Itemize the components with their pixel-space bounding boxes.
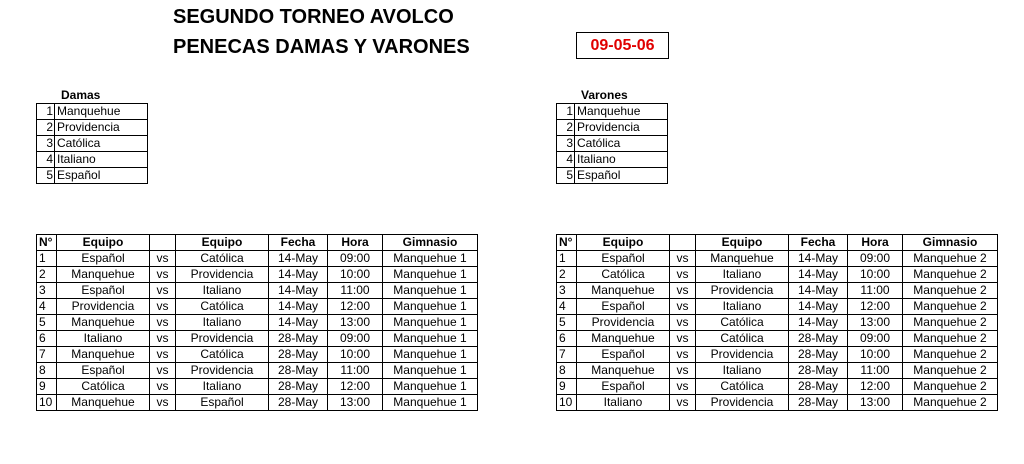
home-team: Español <box>577 379 670 395</box>
col-equipo-2: Equipo <box>176 235 269 251</box>
team-number: 3 <box>557 136 575 152</box>
match-time: 12:00 <box>848 379 903 395</box>
match-time: 10:00 <box>328 347 383 363</box>
team-row <box>37 152 148 168</box>
match-gym: Manquehue 1 <box>383 347 478 363</box>
vs-label: vs <box>150 283 176 299</box>
team-number: 5 <box>557 168 575 184</box>
match-number: 9 <box>557 379 577 395</box>
away-team: Católica <box>696 315 789 331</box>
match-date: 14-May <box>789 315 848 331</box>
home-team: Manquehue <box>57 315 150 331</box>
match-gym: Manquehue 2 <box>903 299 998 315</box>
match-date: 14-May <box>789 267 848 283</box>
match-date: 28-May <box>269 395 328 411</box>
away-team: Italiano <box>176 315 269 331</box>
match-gym: Manquehue 1 <box>383 363 478 379</box>
away-team: Católica <box>696 331 789 347</box>
vs-label: vs <box>150 299 176 315</box>
away-team: Italiano <box>696 299 789 315</box>
home-team: Español <box>57 363 150 379</box>
match-row <box>37 283 478 299</box>
match-row <box>37 363 478 379</box>
col-equipo-1: Equipo <box>57 235 150 251</box>
home-team: Católica <box>577 267 670 283</box>
match-number: 1 <box>557 251 577 267</box>
team-row <box>557 136 668 152</box>
match-date: 28-May <box>789 395 848 411</box>
team-row <box>557 152 668 168</box>
match-number: 4 <box>557 299 577 315</box>
home-team: Providencia <box>57 299 150 315</box>
home-team: Español <box>57 251 150 267</box>
match-date: 14-May <box>789 299 848 315</box>
col-hora: Hora <box>328 235 383 251</box>
match-gym: Manquehue 1 <box>383 395 478 411</box>
team-name: Italiano <box>575 152 668 168</box>
team-number: 4 <box>37 152 55 168</box>
home-team: Italiano <box>57 331 150 347</box>
vs-label: vs <box>670 267 696 283</box>
vs-label: vs <box>150 315 176 331</box>
match-date: 14-May <box>269 283 328 299</box>
header-row <box>557 235 998 251</box>
col-equipo-1: Equipo <box>577 235 670 251</box>
date-box: 09-05-06 <box>576 32 669 59</box>
match-number: 3 <box>557 283 577 299</box>
col-num: N° <box>557 235 577 251</box>
vs-label: vs <box>150 363 176 379</box>
vs-label: vs <box>670 347 696 363</box>
away-team: Providencia <box>696 283 789 299</box>
vs-label: vs <box>670 251 696 267</box>
match-gym: Manquehue 1 <box>383 283 478 299</box>
match-time: 12:00 <box>328 299 383 315</box>
match-time: 12:00 <box>328 379 383 395</box>
col-num: N° <box>37 235 57 251</box>
team-row <box>37 168 148 184</box>
col-hora: Hora <box>848 235 903 251</box>
away-team: Manquehue <box>696 251 789 267</box>
match-gym: Manquehue 2 <box>903 283 998 299</box>
away-team: Español <box>176 395 269 411</box>
away-team: Providencia <box>696 395 789 411</box>
match-time: 09:00 <box>848 331 903 347</box>
match-number: 8 <box>37 363 57 379</box>
match-row <box>37 347 478 363</box>
team-name: Providencia <box>575 120 668 136</box>
vs-label: vs <box>150 331 176 347</box>
home-team: Manquehue <box>57 267 150 283</box>
match-row <box>557 363 998 379</box>
team-row <box>37 104 148 120</box>
match-number: 7 <box>557 347 577 363</box>
home-team: Manquehue <box>57 395 150 411</box>
vs-label: vs <box>670 395 696 411</box>
vs-label: vs <box>670 379 696 395</box>
team-number: 2 <box>557 120 575 136</box>
match-time: 09:00 <box>328 251 383 267</box>
match-number: 2 <box>557 267 577 283</box>
home-team: Providencia <box>577 315 670 331</box>
match-time: 12:00 <box>848 299 903 315</box>
away-team: Italiano <box>176 283 269 299</box>
col-vs <box>670 235 696 251</box>
vs-label: vs <box>150 251 176 267</box>
away-team: Providencia <box>176 267 269 283</box>
home-team: Católica <box>57 379 150 395</box>
match-row <box>557 331 998 347</box>
match-date: 28-May <box>269 379 328 395</box>
match-row <box>37 315 478 331</box>
match-gym: Manquehue 1 <box>383 251 478 267</box>
home-team: Español <box>57 283 150 299</box>
team-name: Católica <box>575 136 668 152</box>
match-gym: Manquehue 2 <box>903 267 998 283</box>
match-number: 6 <box>557 331 577 347</box>
match-gym: Manquehue 1 <box>383 315 478 331</box>
match-row <box>557 347 998 363</box>
team-name: Español <box>55 168 148 184</box>
match-number: 1 <box>37 251 57 267</box>
match-number: 10 <box>557 395 577 411</box>
match-row <box>557 267 998 283</box>
team-number: 1 <box>557 104 575 120</box>
team-name: Italiano <box>55 152 148 168</box>
vs-label: vs <box>670 283 696 299</box>
vs-label: vs <box>150 347 176 363</box>
damas-teams-table <box>36 103 148 184</box>
match-number: 6 <box>37 331 57 347</box>
team-name: Católica <box>55 136 148 152</box>
team-number: 4 <box>557 152 575 168</box>
match-time: 09:00 <box>328 331 383 347</box>
col-fecha: Fecha <box>789 235 848 251</box>
match-date: 14-May <box>269 299 328 315</box>
match-number: 8 <box>557 363 577 379</box>
vs-label: vs <box>150 379 176 395</box>
home-team: Español <box>577 347 670 363</box>
team-row <box>557 120 668 136</box>
vs-label: vs <box>670 331 696 347</box>
match-row <box>37 299 478 315</box>
home-team: Manquehue <box>577 331 670 347</box>
col-gimnasio: Gimnasio <box>383 235 478 251</box>
match-gym: Manquehue 1 <box>383 299 478 315</box>
match-number: 5 <box>557 315 577 331</box>
home-team: Manquehue <box>577 283 670 299</box>
match-number: 2 <box>37 267 57 283</box>
match-gym: Manquehue 2 <box>903 331 998 347</box>
team-row <box>557 104 668 120</box>
away-team: Católica <box>696 379 789 395</box>
match-date: 14-May <box>269 267 328 283</box>
match-gym: Manquehue 2 <box>903 363 998 379</box>
match-row <box>37 331 478 347</box>
col-gimnasio: Gimnasio <box>903 235 998 251</box>
away-team: Católica <box>176 251 269 267</box>
col-fecha: Fecha <box>269 235 328 251</box>
team-name: Providencia <box>55 120 148 136</box>
team-number: 2 <box>37 120 55 136</box>
varones-label: Varones <box>581 88 628 102</box>
match-time: 09:00 <box>848 251 903 267</box>
match-time: 10:00 <box>848 347 903 363</box>
match-row <box>557 283 998 299</box>
team-row <box>37 120 148 136</box>
match-time: 11:00 <box>328 363 383 379</box>
header-row <box>37 235 478 251</box>
match-date: 28-May <box>269 331 328 347</box>
team-row <box>557 168 668 184</box>
match-row <box>557 315 998 331</box>
match-row <box>37 267 478 283</box>
varones-fixture-table <box>556 234 998 411</box>
vs-label: vs <box>670 299 696 315</box>
match-gym: Manquehue 2 <box>903 251 998 267</box>
away-team: Providencia <box>176 363 269 379</box>
match-gym: Manquehue 2 <box>903 315 998 331</box>
away-team: Italiano <box>176 379 269 395</box>
match-gym: Manquehue 1 <box>383 331 478 347</box>
team-name: Manquehue <box>575 104 668 120</box>
home-team: Español <box>577 251 670 267</box>
team-number: 3 <box>37 136 55 152</box>
match-time: 13:00 <box>328 315 383 331</box>
team-row <box>37 136 148 152</box>
match-number: 9 <box>37 379 57 395</box>
title-line-1: SEGUNDO TORNEO AVOLCO <box>173 6 454 28</box>
match-number: 10 <box>37 395 57 411</box>
team-number: 1 <box>37 104 55 120</box>
home-team: Manquehue <box>57 347 150 363</box>
match-row <box>557 395 998 411</box>
match-gym: Manquehue 2 <box>903 347 998 363</box>
away-team: Italiano <box>696 267 789 283</box>
match-time: 10:00 <box>848 267 903 283</box>
title-line-2: PENECAS DAMAS Y VARONES <box>173 36 470 58</box>
match-row <box>557 379 998 395</box>
vs-label: vs <box>150 395 176 411</box>
match-time: 13:00 <box>848 315 903 331</box>
damas-fixture-table <box>36 234 478 411</box>
home-team: Italiano <box>577 395 670 411</box>
match-time: 10:00 <box>328 267 383 283</box>
team-number: 5 <box>37 168 55 184</box>
match-date: 28-May <box>789 363 848 379</box>
team-name: Español <box>575 168 668 184</box>
match-date: 14-May <box>269 251 328 267</box>
away-team: Providencia <box>176 331 269 347</box>
match-date: 28-May <box>789 347 848 363</box>
match-row <box>37 379 478 395</box>
home-team: Manquehue <box>577 363 670 379</box>
away-team: Providencia <box>696 347 789 363</box>
match-number: 4 <box>37 299 57 315</box>
home-team: Español <box>577 299 670 315</box>
match-date: 14-May <box>789 283 848 299</box>
col-vs <box>150 235 176 251</box>
away-team: Italiano <box>696 363 789 379</box>
match-date: 14-May <box>789 251 848 267</box>
match-row <box>557 251 998 267</box>
varones-teams-table <box>556 103 668 184</box>
match-gym: Manquehue 1 <box>383 379 478 395</box>
match-date: 28-May <box>269 363 328 379</box>
match-date: 14-May <box>269 315 328 331</box>
match-time: 11:00 <box>848 283 903 299</box>
match-number: 7 <box>37 347 57 363</box>
match-date: 28-May <box>789 331 848 347</box>
away-team: Católica <box>176 347 269 363</box>
match-number: 3 <box>37 283 57 299</box>
match-row <box>557 299 998 315</box>
match-time: 11:00 <box>328 283 383 299</box>
damas-label: Damas <box>61 88 101 102</box>
match-time: 13:00 <box>328 395 383 411</box>
vs-label: vs <box>670 315 696 331</box>
team-name: Manquehue <box>55 104 148 120</box>
match-number: 5 <box>37 315 57 331</box>
match-time: 11:00 <box>848 363 903 379</box>
match-gym: Manquehue 2 <box>903 379 998 395</box>
match-row <box>37 395 478 411</box>
col-equipo-2: Equipo <box>696 235 789 251</box>
match-time: 13:00 <box>848 395 903 411</box>
match-gym: Manquehue 1 <box>383 267 478 283</box>
match-gym: Manquehue 2 <box>903 395 998 411</box>
vs-label: vs <box>150 267 176 283</box>
vs-label: vs <box>670 363 696 379</box>
away-team: Católica <box>176 299 269 315</box>
match-date: 28-May <box>789 379 848 395</box>
match-date: 28-May <box>269 347 328 363</box>
match-row <box>37 251 478 267</box>
